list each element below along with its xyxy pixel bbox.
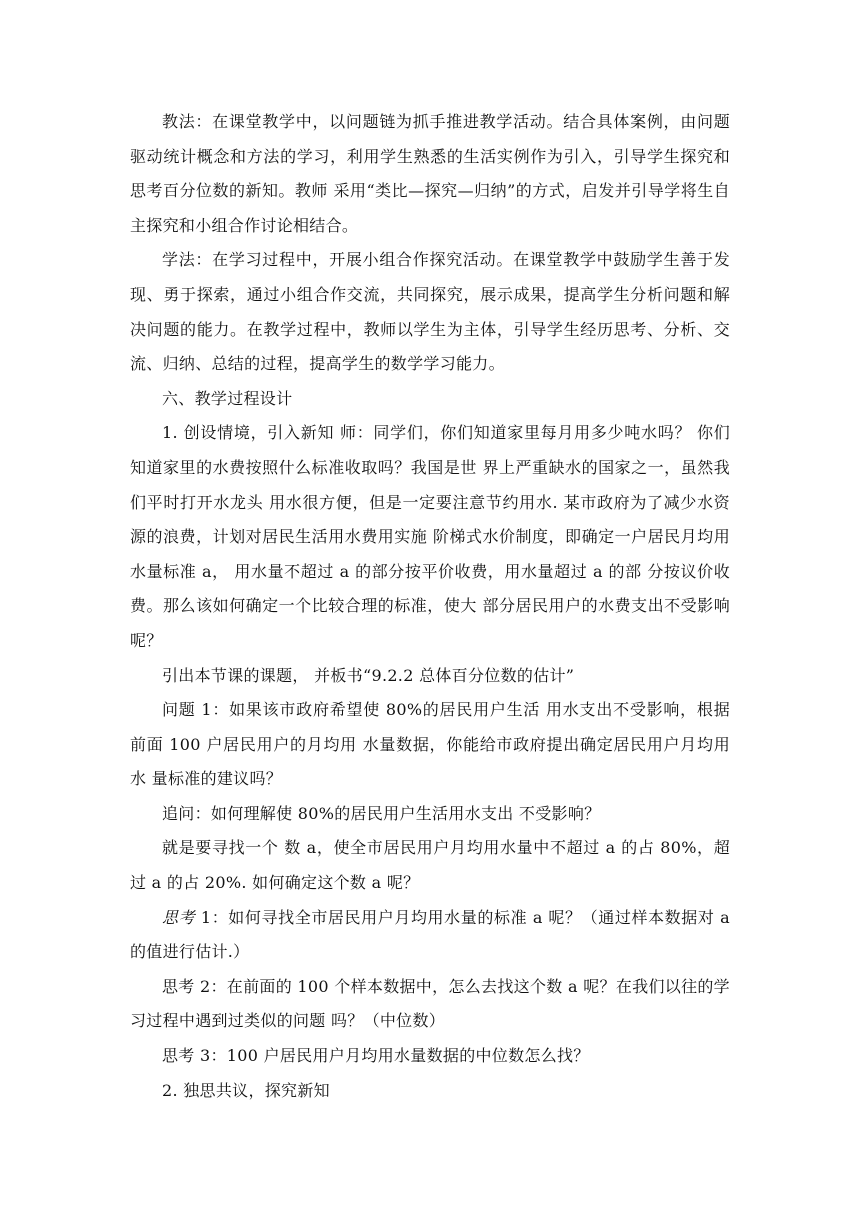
paragraph-create-situation: 1. 创设情境，引入新知 师：同学们，你们知道家里每月用多少吨水吗？ 你们知道家里的水费按照什么标准收取吗？我国是世 界上严重缺水的国家之一，虽然我们平时打开水龙头 用水很方便，但是一定要注意节约用水. 某市政府为了减少水资源的浪费，计划对居民生活用水费用实施 阶梯式水价制度，即确定一户居民月均用水量标准 a， 用水量不超过 a 的部分按平价收费，用水量超过 a 的部 分按议价收费。那么该如何确定一个比较合理的标准，使大 部分居民用户的水费支出不受影响呢？	[130, 423, 730, 650]
think-label: 思考	[162, 907, 196, 927]
document-body	[130, 105, 730, 1108]
paragraph-think-2: 思考 2：在前面的 100 个样本数据中，怎么去找这个数 a 呢？在我们以往的学习过程中遇到过类似的问题 吗？（中位数）	[130, 976, 730, 1031]
section-heading-explore: 2. 独思共议，探究新知	[162, 1080, 330, 1100]
paragraph-think-3: 思考 3：100 户居民用户月均用水量数据的中位数怎么找？	[162, 1046, 590, 1066]
paragraph-learning-method: 学法：在学习过程中，开展小组合作探究活动。在课堂教学中鼓励学生善于发现、勇于探索，通过小组合作交流，共同探究，展示成果，提高学生分析问题和解决问题的能力。在教学过程中，教师以学生为主体，引导学生经历思考、分析、交流、归纳、总结的过程，提高学生的数学学习能力。	[130, 250, 730, 374]
paragraph-teaching-method: 教法：在课堂教学中，以问题链为抓手推进教学活动。结合具体案例，由问题驱动统计概念和方法的学习，利用学生熟悉的生活实例作为引入，引导学生探究和思考百分位数的新知。教师 采用“类比—探究—归纳”的方式，启发并引导学将生自主探究和小组合作讨论相结合。	[130, 112, 730, 235]
paragraph-question-1: 问题 1：如果该市政府希望使 80%的居民用户生活 用水支出不受影响，根据前面 100 户居民用户的月均用 水量数据，你能给市政府提出确定居民用户月均用水 量标准的建议吗？	[130, 700, 730, 789]
think-1-text: 1：如何寻找全市居民用户月均用水量的标准 a 呢？（通过样本数据对 a 的值进行估计.）	[130, 907, 730, 962]
section-heading-teaching-process: 六、教学过程设计	[162, 388, 293, 408]
paragraph-follow-up-question: 追问：如何理解使 80%的居民用户生活用水支出 不受影响？	[162, 803, 601, 823]
paragraph-think-1	[130, 901, 730, 970]
paragraph-find-number-a: 就是要寻找一个 数 a，使全市居民用户月均用水量中不超过 a 的占 80%，超 过 a 的占 20%. 如何确定这个数 a 呢？	[130, 838, 730, 893]
paragraph-lesson-topic: 引出本节课的课题， 并板书“9.2.2 总体百分位数的估计”	[162, 665, 575, 685]
